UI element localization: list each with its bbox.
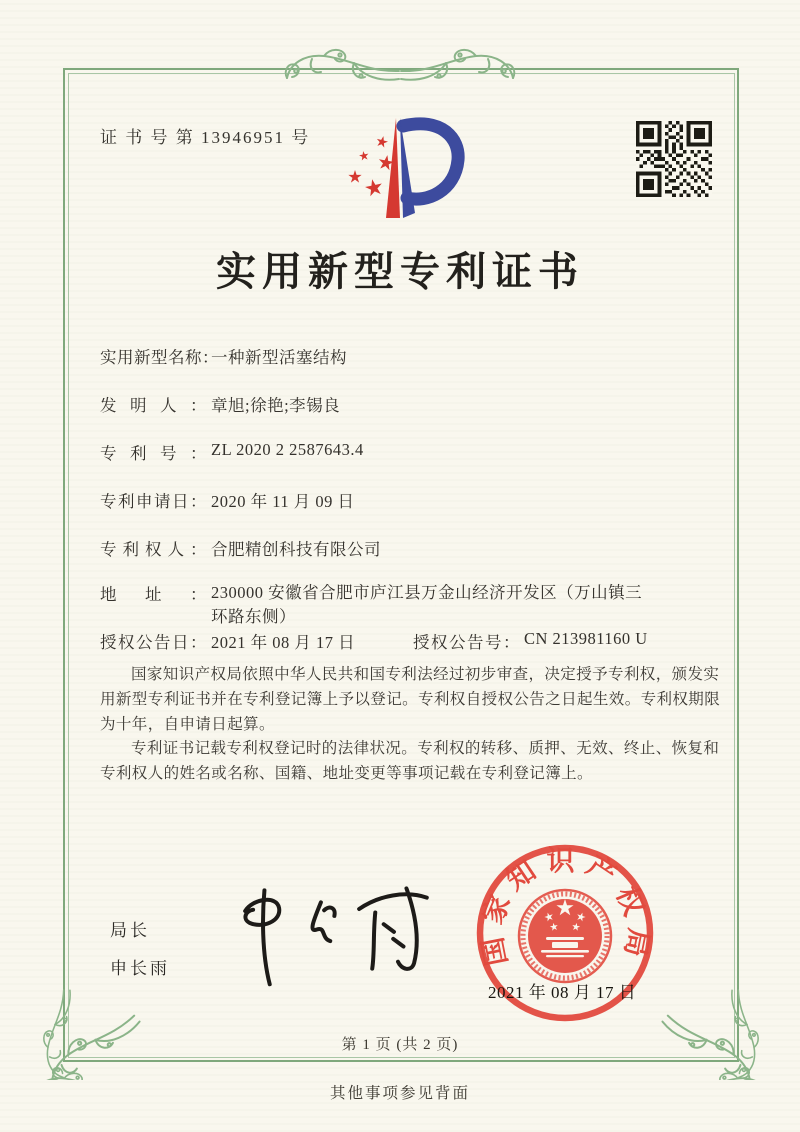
field-value: 230000 安徽省合肥市庐江县万金山经济开发区（万山镇三环路东侧） [211, 583, 643, 626]
paragraph-grant-statement: 国家知识产权局依照中华人民共和国专利法经过初步审查，决定授予专利权，颁发实用新型专利证书并在专利登记簿上予以登记。专利权自授权公告之日起生效。专利权期限为十年，自申请日起算。 [100, 666, 721, 733]
field-value: 2020 年 11 月 09 日 [211, 492, 355, 511]
seal-agency-text: 国家知识产权局 [476, 846, 654, 969]
field-label: 专利权人： [100, 540, 207, 559]
signature-handwriting [220, 874, 444, 994]
field-value: 2021 年 08 月 17 日 [211, 633, 356, 652]
field-label: 实用新型名称： [100, 348, 219, 367]
field-label: 授权公告号： [413, 633, 520, 652]
field-label: 专利申请日： [100, 492, 207, 511]
certificate-title: 实用新型专利证书 [216, 249, 584, 294]
field-row-grant-date [100, 629, 355, 653]
field-label: 授权公告日： [100, 633, 207, 652]
field-label: 专利号： [100, 444, 207, 463]
commissioner-title: 局长 [110, 921, 150, 940]
seal-date: 2021 年 08 月 17 日 [488, 983, 637, 1002]
top-flourish-ornament [283, 44, 517, 100]
back-side-note: 其他事项参见背面 [329, 1085, 470, 1102]
field-row-grant-number [413, 629, 648, 653]
legal-paragraphs [100, 663, 724, 787]
national-emblem [519, 890, 611, 982]
field-value: 一种新型活塞结构 [211, 348, 347, 367]
bottom-left-flourish-ornament [28, 986, 160, 1080]
field-label: 发明人： [100, 396, 207, 415]
field-row-filing-date [100, 488, 355, 512]
qr-code [636, 121, 712, 197]
commissioner-name: 申长雨 [110, 959, 170, 978]
field-value: 章旭;徐艳;李锡良 [211, 396, 341, 415]
field-value: 合肥精创科技有限公司 [211, 540, 381, 559]
field-row-patentee [100, 536, 381, 560]
page-number: 第 1 页 (共 2 页) [341, 1037, 459, 1053]
field-row-inventor [100, 392, 340, 416]
certificate-number: 证 书 号 第 13946951 号 [100, 128, 311, 147]
cnipa-logo-icon [333, 112, 473, 238]
bottom-right-flourish-ornament [642, 986, 774, 1080]
field-label: 地址： [100, 585, 207, 604]
commissioner-block [110, 916, 170, 992]
field-row-name [100, 344, 347, 368]
field-value: ZL 2020 2 2587643.4 [211, 440, 364, 459]
field-row-address [100, 581, 645, 629]
paragraph-register-statement: 专利证书记载专利权登记时的法律状况。专利权的转移、质押、无效、终止、恢复和专利权人的姓名或名称、国籍、地址变更等事项记载在专利登记簿上。 [100, 740, 720, 783]
field-row-patent-number [100, 440, 364, 464]
field-value: CN 213981160 U [524, 629, 648, 648]
